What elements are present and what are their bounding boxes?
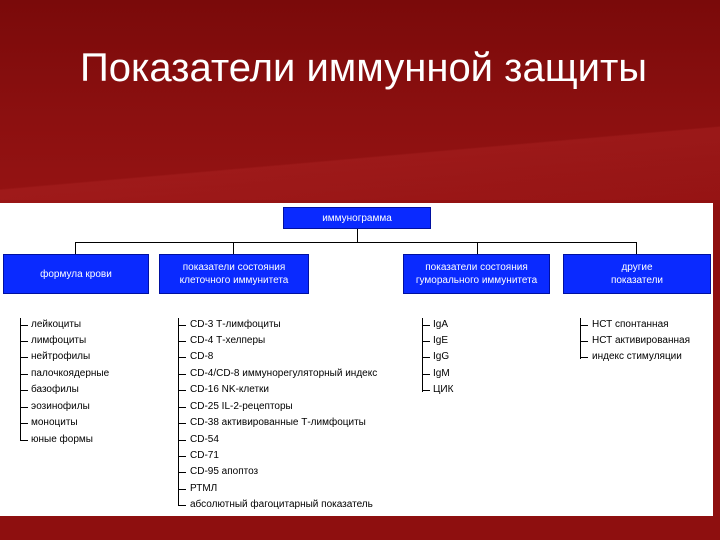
list-item: абсолютный фагоцитарный показатель [190,499,373,510]
list-item: CD-25 IL-2-рецепторы [190,401,293,412]
column-header-other [563,254,711,294]
item-tick [178,390,186,391]
list-bracket-col-2 [178,318,179,505]
list-item: индекс стимуляции [592,351,682,362]
list-item: палочкоядерные [31,368,110,379]
item-tick [20,357,28,358]
item-tick [422,374,430,375]
column-header-label: другие [621,262,653,273]
item-tick [178,472,186,473]
list-item: НСТ активированная [592,335,691,346]
list-item: ЦИК [433,384,454,395]
item-tick [422,390,430,391]
column-header-label: показатели состояния [425,262,528,273]
item-tick [178,505,186,506]
connector-col-2 [233,242,234,254]
item-tick [20,341,28,342]
item-tick [178,407,186,408]
list-item: CD-4 Т-хелперы [190,335,266,346]
column-header-blood-formula [3,254,149,294]
list-item: CD-95 апоптоз [190,466,259,477]
item-tick [580,341,588,342]
connector-col-1 [75,242,76,254]
item-tick [422,325,430,326]
column-header-label: показатели состояния [182,262,286,273]
item-tick [422,341,430,342]
item-tick [178,357,186,358]
item-tick [580,325,588,326]
list-item: лимфоциты [31,335,87,346]
connector-col-3 [477,242,478,254]
column-header-label: гуморального иммунитета [415,275,538,286]
list-item: CD-16 NK-клетки [190,384,269,395]
diagram-panel [0,203,713,516]
item-tick [20,407,28,408]
list-bracket-col-3 [422,318,423,392]
list-item: IgE [433,335,449,346]
root-box [283,207,431,229]
item-tick [422,357,430,358]
item-tick [178,374,186,375]
item-tick [580,357,588,358]
list-item: CD-71 [190,450,219,461]
root-label: иммунограмма [322,212,392,224]
column-header-cellular [159,254,309,294]
list-item: базофилы [31,384,79,395]
column-header-label: клеточного иммунитета [179,275,289,286]
list-item: IgG [433,351,450,362]
column-header-humoral [403,254,550,294]
background-sweep [0,120,720,210]
item-tick [178,341,186,342]
connector-col-4 [636,242,637,254]
list-item: IgA [433,319,449,330]
list-item: моноциты [31,417,78,428]
slide-title: Показатели иммунной защиты [80,46,648,90]
list-item: CD-38 активированные Т-лимфоциты [190,417,366,428]
list-item: CD-54 [190,434,219,445]
list-item: IgM [433,368,450,379]
list-item: CD-3 Т-лимфоциты [190,319,281,330]
item-tick [20,440,28,441]
item-tick [20,423,28,424]
column-header-label: формула крови [40,268,112,280]
item-tick [20,325,28,326]
item-tick [178,489,186,490]
item-tick [178,440,186,441]
item-tick [178,423,186,424]
list-item: нейтрофилы [31,351,91,362]
list-item: НСТ спонтанная [592,319,669,330]
list-bracket-col-1 [20,318,21,440]
list-item: РТМЛ [190,483,218,494]
item-tick [178,325,186,326]
item-tick [178,456,186,457]
list-item: CD-4/CD-8 иммунорегуляторный индекс [190,368,378,379]
list-item: лейкоциты [31,319,82,330]
item-tick [20,374,28,375]
root-connector [357,229,358,242]
list-item: CD-8 [190,351,214,362]
column-header-label: показатели [610,275,664,286]
horizontal-connector [75,242,637,243]
list-item: юные формы [31,434,93,445]
list-item: эозинофилы [31,401,90,412]
item-tick [20,390,28,391]
